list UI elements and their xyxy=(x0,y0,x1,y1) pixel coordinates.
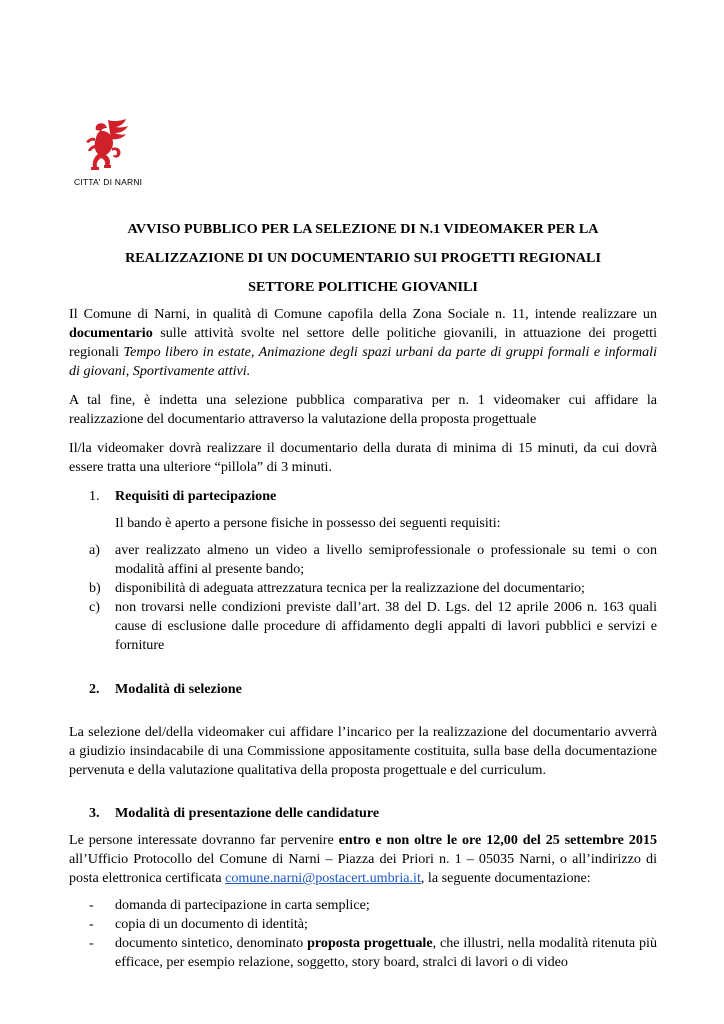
title-line-3: SETTORE POLITICHE GIOVANILI xyxy=(248,279,478,295)
list-text: aver realizzato almeno un video a livello semiprofessionale o professionale su temi o con modalità affini al presente bando; xyxy=(115,542,657,577)
list-marker: a) xyxy=(89,542,100,558)
list-item xyxy=(69,579,657,598)
title-line-1: AVVISO PUBBLICO PER LA SELEZIONE DI N.1 VIDEOMAKER PER LA xyxy=(127,221,599,237)
intro-paragraph-3: Il/la videomaker dovrà realizzare il documentario della durata di minima di 15 minuti, da cui dovrà essere tratta una ulteriore “pillola” di 3 minuti. xyxy=(69,440,657,475)
title-line-2: REALIZZAZIONE DI UN DOCUMENTARIO SUI PROGETTI REGIONALI xyxy=(125,250,601,266)
list-marker: - xyxy=(89,897,94,913)
section-2-text: La selezione del/della videomaker cui affidare l’incarico per la realizzazione del documentario avverrà a giudizio insindacabile di una Commissione appositamente costituita, sulla base della documentazione pervenuta e della valutazione qualitativa della proposta progettuale e del curriculum. xyxy=(69,724,657,778)
section-2-heading xyxy=(69,680,657,699)
list-item xyxy=(69,896,657,915)
section-1-title: Requisiti di partecipazione xyxy=(115,488,277,504)
pec-email-link[interactable]: comune.narni@postacert.umbria.it xyxy=(225,870,421,886)
section-3-title: Modalità di presentazione delle candidature xyxy=(115,805,380,821)
list-text: domanda di partecipazione in carta semplice; xyxy=(115,897,370,913)
intro-paragraph-1 xyxy=(69,305,657,381)
intro-bold: documentario xyxy=(69,325,153,341)
list-text-part: documento sintetico, denominato xyxy=(115,935,308,951)
list-item xyxy=(69,915,657,934)
list-text-part: , che illustri, nella modalità ritenuta più efficace, per esempio relazione, soggetto, story board, stralci di lavori o di video xyxy=(115,935,658,970)
list-item xyxy=(69,541,657,579)
section-3-paragraph xyxy=(69,831,657,888)
intro-italic: Tempo libero in estate, Animazione degli spazi urbani da parte di gruppi formali e informali di giovani, Sportivamente attivi. xyxy=(69,344,657,379)
list-text-bold: proposta progettuale xyxy=(307,935,433,951)
logo-caption: CITTA' DI NARNI xyxy=(74,177,143,187)
section-2-title: Modalità di selezione xyxy=(115,681,242,697)
section-3-text: Le persone interessate dovranno far pervenire xyxy=(69,832,339,848)
griffin-icon xyxy=(80,118,130,176)
section-3-heading xyxy=(69,804,657,823)
list-marker: - xyxy=(89,935,94,951)
intro-text: Il Comune di Narni, in qualità di Comune capofila della Zona Sociale n. 11, intende realizzare un xyxy=(69,306,657,322)
deadline-text: entro e non oltre le ore 12,00 del 25 settembre 2015 xyxy=(338,832,657,848)
section-2-number: 2. xyxy=(89,681,100,697)
list-item xyxy=(69,934,657,972)
document-body xyxy=(69,220,657,972)
section-1-number: 1. xyxy=(89,488,100,504)
list-marker: - xyxy=(89,916,94,932)
list-marker: c) xyxy=(89,599,100,615)
list-marker: b) xyxy=(89,580,101,596)
city-logo xyxy=(74,118,154,187)
intro-text: sulle attività svolte nel settore delle politiche giovanili, in attuazione dei progetti regionali xyxy=(69,325,657,360)
section-3-text: , la seguente documentazione: xyxy=(420,870,591,886)
section-3-text: all’Ufficio Protocollo del Comune di Narni – Piazza dei Priori n. 1 – 05035 Narni, o all’indirizzo di posta elettronica certificata xyxy=(69,851,657,886)
section-1-lead: Il bando è aperto a persone fisiche in possesso dei seguenti requisiti: xyxy=(115,515,501,531)
list-text: non trovarsi nelle condizioni previste dall’art. 38 del D. Lgs. del 12 aprile 2006 n. 163 quali cause di esclusione dalle procedure di affidamento degli appalti di lavori pubblici e servizi e forniture xyxy=(115,599,657,653)
list-text: disponibilità di adeguata attrezzatura tecnica per la realizzazione del documentario; xyxy=(115,580,585,596)
requirements-list xyxy=(69,541,657,655)
documents-list xyxy=(69,896,657,972)
list-text: copia di un documento di identità; xyxy=(115,916,308,932)
intro-paragraph-2: A tal fine, è indetta una selezione pubblica comparativa per n. 1 videomaker cui affidare la realizzazione del documentario attraverso la valutazione della proposta progettuale xyxy=(69,392,657,427)
section-1-heading xyxy=(69,487,657,506)
section-3-number: 3. xyxy=(89,805,100,821)
list-text xyxy=(115,934,657,972)
list-item xyxy=(69,598,657,655)
